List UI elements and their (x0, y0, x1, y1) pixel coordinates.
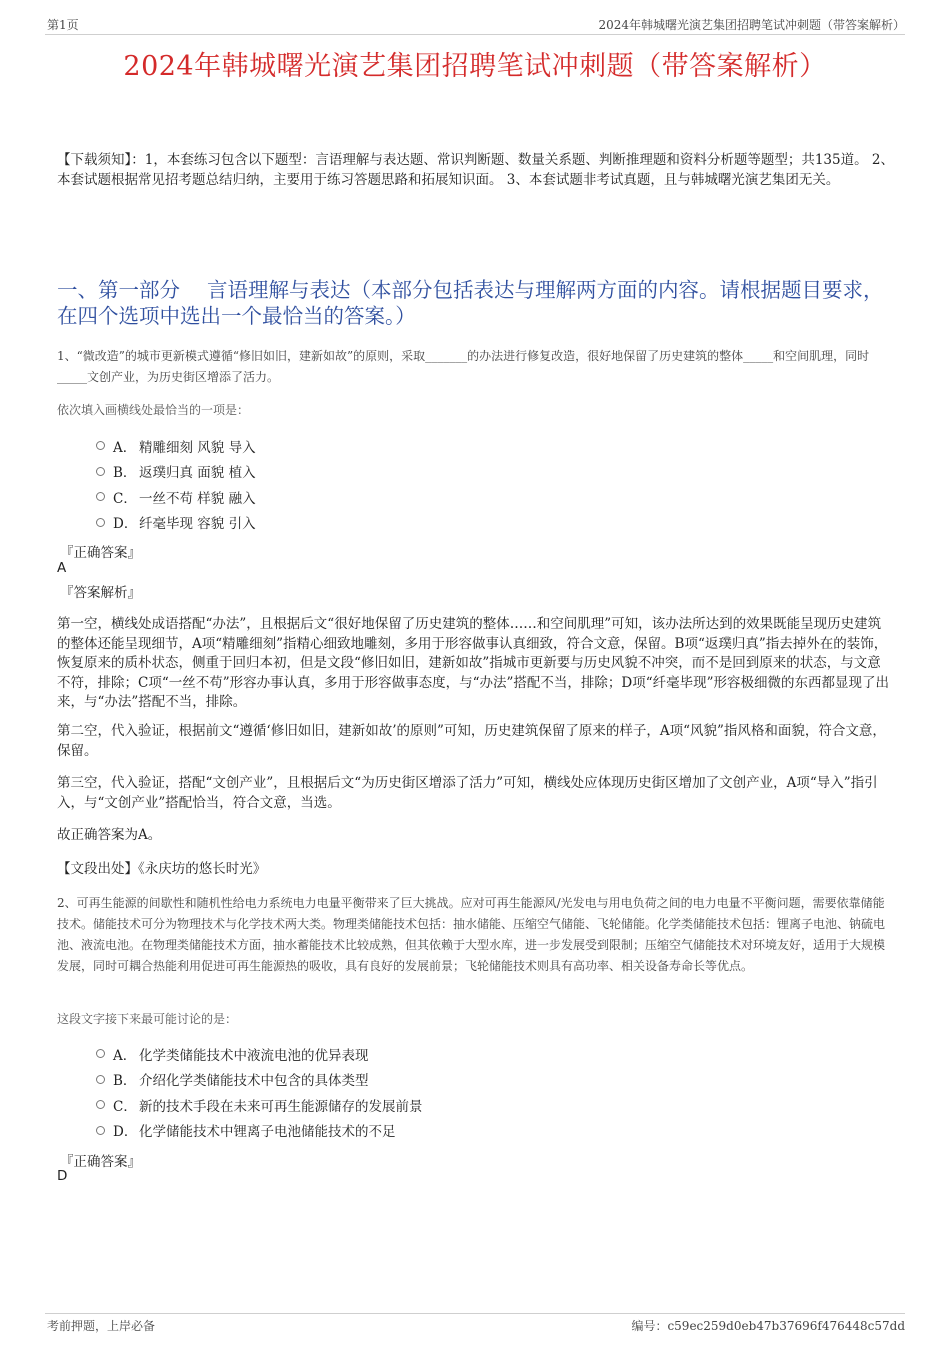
analysis-paragraph: 第三空，代入验证，搭配“文创产业”，且根据后文“为历史街区增添了活力”可知，横线处应体现历史街区增加了文创产业，A项“导入”指引入，与“文创产业”搭配恰当，符合文意，当选。 (57, 775, 878, 811)
answer-value: A (57, 560, 67, 576)
radio-icon[interactable] (96, 1100, 105, 1109)
radio-icon[interactable] (96, 1049, 105, 1058)
source-citation: 【文段出处】《永庆坊的悠长时光》 (57, 861, 267, 877)
option-a[interactable]: A． 精雕细刻 风貌 导入 (96, 433, 256, 459)
analysis-paragraph: 第一空，横线处成语搭配“办法”，且根据后文“很好地保留了历史建筑的整体……和空间肌理”可知，该办法所达到的效果既能呈现历史建筑的整体还能呈现细节，A项“精雕细刻”指精心细致地雕刻，多用于形容做事认真细致，符合文意，保留。B项“返璞归真”指去掉外在的装饰，恢复原来的质朴状态，侧重于回归本初，但是文段“修旧如旧，建新如故”指城市更新要与历史风貌不冲突，而不是回到原来的状态，与文意不符，排除；C项“一丝不苟”形容办事认真，多用于形容做事态度，与“办法”搭配不当，排除；D项“纤毫毕现”形容极细微的东西都显现了出来，与“办法”搭配不当，排除。 (57, 616, 890, 710)
radio-icon[interactable] (96, 518, 105, 527)
option-c[interactable]: C． 一丝不苟 样貌 融入 (96, 484, 256, 510)
answer-value: D (57, 1168, 68, 1184)
option-d[interactable]: D． 化学储能技术中锂离子电池储能技术的不足 (96, 1118, 423, 1144)
document-title: 2024年韩城曙光演艺集团招聘笔试冲刺题（带答案解析） (123, 51, 827, 82)
option-b[interactable]: B． 介绍化学类储能技术中包含的具体类型 (96, 1067, 423, 1093)
question-2-prompt: 这段文字接下来最可能讨论的是： (57, 1012, 238, 1026)
download-notice: 【下载须知】：1，本套练习包含以下题型：言语理解与表达题、常识判断题、数量关系题、判断推理题和资料分析题等题型；共135道。 2、本套试题根据常见招考题总结归纳，主要用于练习答题思路和拓展知识面。 3、本套试题非考试真题，且与韩城曙光演艺集团无关。 (57, 152, 894, 188)
radio-icon[interactable] (96, 467, 105, 476)
question-1-prompt: 依次填入画横线处最恰当的一项是： (57, 403, 250, 417)
question-2-text: 2、可再生能源的间歇性和随机性给电力系统电力电量平衡带来了巨大挑战。应对可再生能源风/光发电与用电负荷之间的电力电量不平衡问题，需要依靠储能技术。储能技术可分为物理技术与化学技术两大类。物理类储能技术包括：抽水储能、压缩空气储能、飞轮储能。化学类储能技术包括：锂离子电池、钠硫电池、液流电池。在物理类储能技术方面，抽水蓄能技术比较成熟，但其依赖于大型水库，进一步发展受到限制；压缩空气储能技术对环境友好，适用于大规模发展，同时可耦合热能利用促进可再生能源热的吸收，具有良好的发展前景；飞轮储能技术则具有高功率、相关设备寿命长等优点。 (57, 896, 886, 973)
answer-label: 『正确答案』 (60, 545, 141, 561)
option-b[interactable]: B． 返璞归真 面貌 植入 (96, 459, 256, 485)
option-a[interactable]: A． 化学类储能技术中液流电池的优异表现 (96, 1041, 423, 1067)
question-2-options (96, 1041, 423, 1143)
radio-icon[interactable] (96, 1075, 105, 1084)
analysis-label: 『答案解析』 (60, 585, 141, 601)
footer-slogan: 考前押题，上岸必备 (47, 1319, 156, 1333)
radio-icon[interactable] (96, 1126, 105, 1135)
answer-label: 『正确答案』 (60, 1154, 141, 1170)
question-1-options (96, 433, 256, 535)
section-heading: 一、第一部分 言语理解与表达（本部分包括表达与理解两方面的内容。请根据题目要求，在四个选项中选出一个最恰当的答案。） (57, 278, 884, 328)
option-d[interactable]: D． 纤毫毕现 容貌 引入 (96, 510, 256, 536)
analysis-conclusion: 故正确答案为A。 (57, 827, 162, 843)
radio-icon[interactable] (96, 492, 105, 501)
option-c[interactable]: C． 新的技术手段在未来可再生能源储存的发展前景 (96, 1092, 423, 1118)
header-doc-title: 2024年韩城曙光演艺集团招聘笔试冲刺题（带答案解析） (598, 18, 905, 32)
question-1-text: 1、“微改造”的城市更新模式遵循“修旧如旧，建新如故”的原则，采取_______的办法进行修复改造，很好地保留了历史建筑的整体_____和空间肌理，同时_____文创产业，为历史街区增添了活力。 (57, 349, 870, 384)
page-footer (45, 1313, 905, 1334)
page-header (45, 14, 905, 35)
page-number: 第1页 (47, 18, 79, 32)
analysis-paragraph: 第二空，代入验证，根据前文“遵循‘修旧如旧，建新如故’的原则”可知，历史建筑保留了原来的样子，A项“风貌”指风格和面貌，符合文意，保留。 (57, 723, 886, 759)
footer-code: 编号：c59ec259d0eb47b37696f476448c57dd (631, 1319, 905, 1333)
radio-icon[interactable] (96, 441, 105, 450)
